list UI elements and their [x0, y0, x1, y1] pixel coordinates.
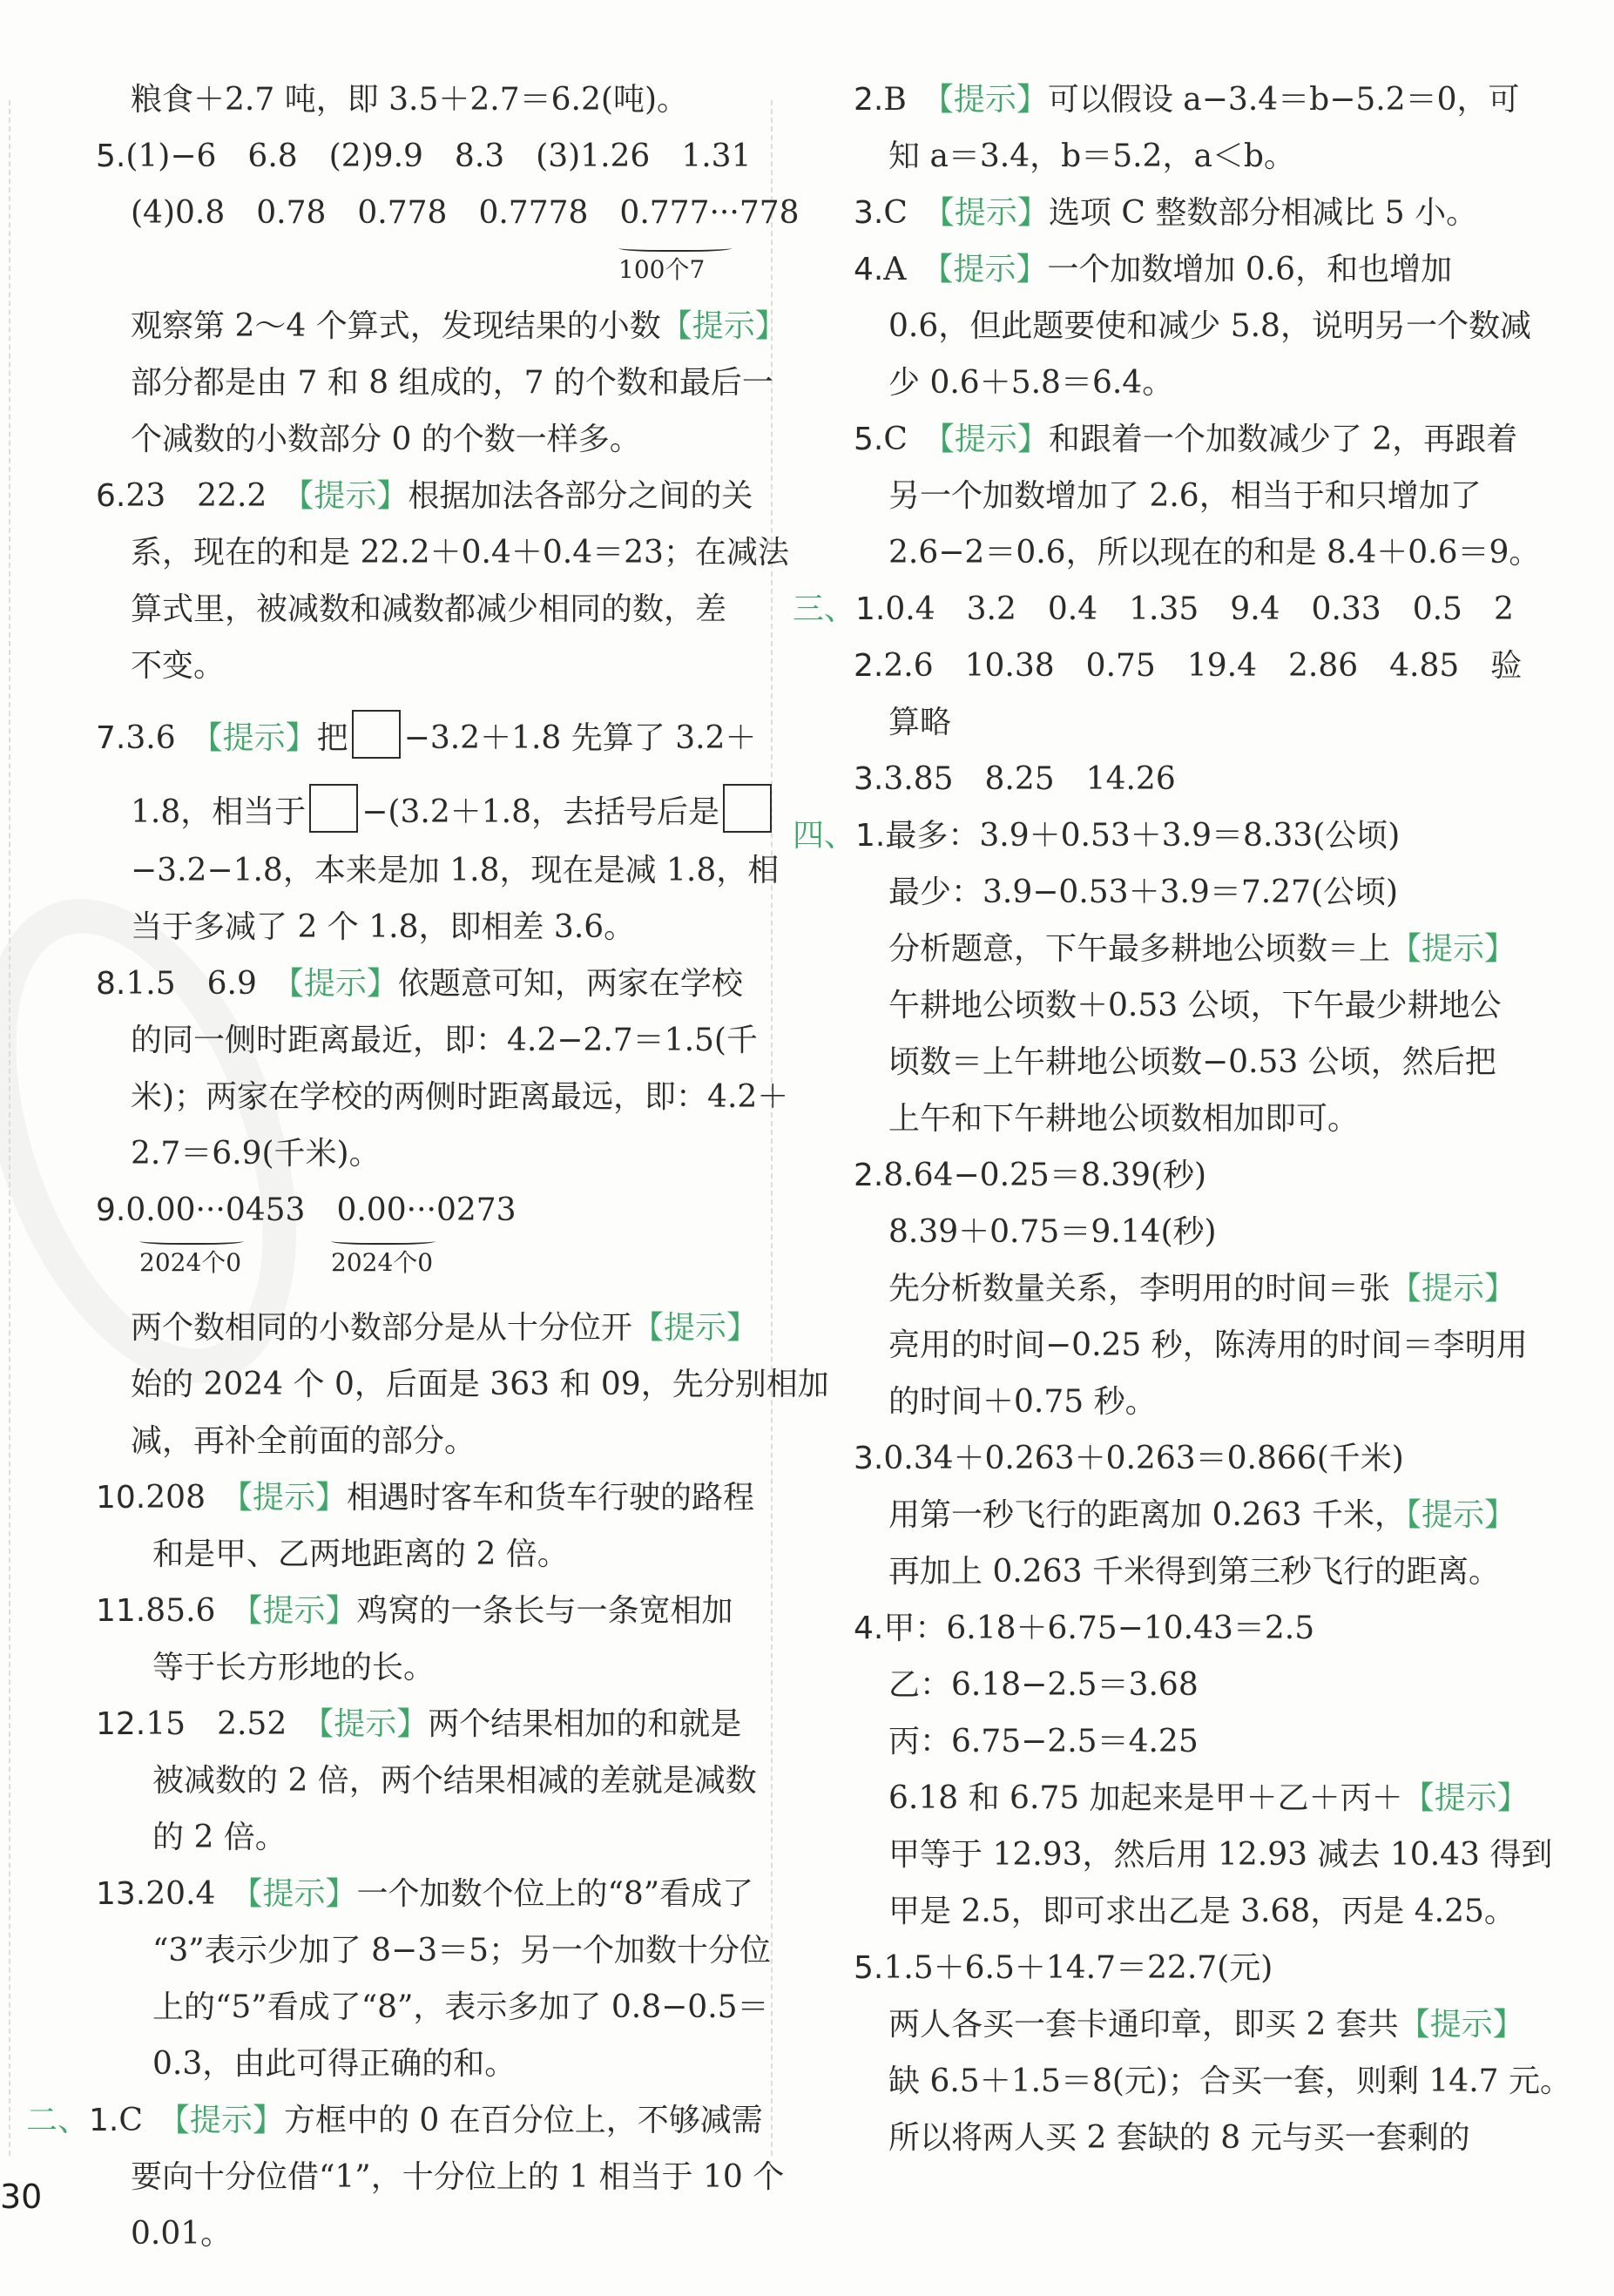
answer-line — [854, 192, 1477, 244]
answer-text: C — [883, 422, 939, 457]
answer-line — [888, 2003, 1524, 2056]
answer-text: 0.3，由此可得正确的和。 — [152, 2046, 517, 2082]
answer-text: 0.00···0453 0.00···0273 — [125, 1192, 517, 1228]
answer-line — [96, 962, 743, 1015]
answer-text: 0.6，但此题要使和减少 5.8，说明另一个数减 — [888, 308, 1531, 344]
answer-text: 观察第 2～4 个算式，发现结果的小数 — [131, 308, 661, 344]
left-margin-rule — [9, 100, 10, 2156]
answer-text: 始的 2024 个 0，后面是 363 和 09，先分别相加 — [131, 1367, 829, 1402]
answer-line — [854, 758, 1176, 810]
hint-label: 【提示】 — [1390, 931, 1516, 967]
brace-arc — [618, 243, 732, 252]
answer-text: 最多：3.9＋0.53＋3.9＝8.33(公顷) — [885, 818, 1401, 854]
answer-text: 0.01。 — [131, 2216, 233, 2252]
answer-line — [888, 1381, 1157, 1433]
answer-text: 1.5 6.9 — [125, 966, 288, 1002]
answer-line — [888, 701, 951, 753]
answer-line — [96, 135, 751, 187]
hint-text: 方框中的 0 在百分位上，不够减需 — [283, 2103, 763, 2138]
answer-text: 用第一秒飞行的距离加 0.263 千米， — [888, 1497, 1406, 1533]
answer-line — [131, 1420, 476, 1472]
answer-line — [888, 1267, 1516, 1320]
brace-text: 100个7 — [618, 255, 706, 284]
item-number: 3. — [854, 1441, 884, 1476]
answer-line — [854, 78, 1520, 131]
item-number: 8. — [96, 966, 126, 1002]
section-marker: 二、 — [26, 2103, 90, 2138]
answer-line — [131, 1132, 381, 1185]
hint-label: 【提示】 — [236, 1480, 347, 1516]
answer-line — [152, 1646, 435, 1698]
answer-line — [888, 1833, 1552, 1886]
answer-line — [131, 418, 641, 470]
answer-text: 算略 — [888, 705, 952, 740]
answer-text: 2.6−2＝0.6，所以现在的和是 8.4＋0.6＝9。 — [888, 535, 1541, 571]
answer-line — [131, 849, 779, 902]
answer-line — [888, 1324, 1528, 1376]
item-number: 5. — [96, 138, 126, 174]
answer-text: 减，再补全前面的部分。 — [131, 1423, 476, 1459]
answer-text: −3.2＋1.8 先算了 3.2＋ — [403, 720, 757, 756]
answer-line — [131, 1307, 758, 1359]
answer-text: 85.6 — [145, 1593, 247, 1629]
hint-text: 鸡窝的一条长与一条宽相加 — [356, 1593, 733, 1629]
section-marker: 三、 — [793, 591, 856, 627]
answer-text: 个减数的小数部分 0 的个数一样多。 — [131, 422, 641, 457]
hint-label: 【提示】 — [1402, 1780, 1529, 1816]
answer-text: 208 — [145, 1480, 237, 1516]
answer-line — [854, 248, 1452, 301]
hint-label: 【提示】 — [1405, 1497, 1516, 1533]
answer-line — [131, 1363, 829, 1415]
answer-line — [854, 1154, 1206, 1206]
answer-text: 粮食＋2.7 吨，即 3.5＋2.7＝6.2(吨)。 — [131, 82, 688, 118]
answer-line — [152, 2043, 516, 2095]
hint-label: 【提示】 — [298, 478, 409, 514]
answer-line — [888, 1890, 1516, 1942]
hint-label: 【提示】 — [246, 1876, 357, 1912]
answer-line — [96, 1873, 753, 1925]
answer-line — [854, 1437, 1404, 1489]
answer-line — [888, 1720, 1199, 1773]
answer-line — [888, 1777, 1529, 1829]
answer-text: 系，现在的和是 22.2＋0.4＋0.4＝23；在减法 — [131, 535, 789, 571]
answer-line — [888, 2060, 1571, 2112]
answer-text: 分析题意，下午最多耕地公顷数＝上 — [888, 931, 1391, 967]
answer-line — [96, 475, 753, 527]
blank-box — [723, 784, 772, 833]
underbrace-label — [331, 1224, 436, 1276]
brace-arc — [139, 1236, 244, 1245]
answer-text: 被减数的 2 倍，两个结果相减的差就是减数 — [152, 1763, 757, 1799]
item-number: 5. — [854, 1950, 884, 1986]
answer-line — [793, 588, 1514, 640]
item-number: 1. — [855, 818, 886, 854]
answer-text: 缺 6.5＋1.5＝8(元)；合买一套，则剩 14.7 元。 — [888, 2063, 1571, 2099]
answer-line — [131, 1076, 788, 1128]
answer-line — [131, 784, 775, 836]
answer-text: 最少：3.9−0.53＋3.9＝7.27(公顷) — [888, 875, 1399, 910]
hint-text: 一个加数个位上的“8”看成了 — [356, 1876, 754, 1912]
answer-text: 上的“5”看成了“8”，表示多加了 0.8−0.5＝ — [152, 1989, 769, 2025]
answer-line — [152, 1986, 769, 2038]
hint-label: 【提示】 — [938, 195, 1049, 231]
answer-line — [888, 135, 1295, 187]
answer-text: 算式里，被减数和减数都减少相同的数，差 — [131, 591, 727, 627]
item-number: 6. — [96, 478, 126, 514]
page-number: 30 — [0, 2178, 43, 2216]
item-number: 4. — [854, 1611, 884, 1646]
answer-line — [888, 475, 1482, 527]
answer-text: C — [118, 2103, 174, 2138]
answer-text: 8.39＋0.75＝9.14(秒) — [888, 1214, 1217, 1250]
hint-label: 【提示】 — [318, 1706, 429, 1742]
item-number: 1. — [89, 2103, 119, 2138]
answer-line — [131, 1019, 758, 1071]
answer-text: 要向十分位借“1”，十分位上的 1 相当于 10 个 — [131, 2159, 785, 2195]
answer-text: 2.7＝6.9(千米)。 — [131, 1136, 381, 1172]
item-number: 13. — [96, 1876, 146, 1912]
hint-label: 【提示】 — [660, 308, 787, 344]
answer-line — [131, 2156, 784, 2208]
underbrace-label — [139, 1224, 244, 1276]
answer-text: 2.6 10.38 0.75 19.4 2.86 4.85 验 — [883, 648, 1523, 684]
answer-line — [888, 1097, 1359, 1150]
item-number: 11. — [96, 1593, 146, 1629]
answer-text: 的 2 倍。 — [152, 1820, 287, 1855]
answer-text: 另一个加数增加了 2.6，相当于和只增加了 — [888, 478, 1482, 514]
brace-text: 2024个0 — [139, 1248, 242, 1277]
brace-text: 2024个0 — [331, 1248, 434, 1277]
answer-text: C — [883, 195, 939, 231]
item-number: 9. — [96, 1192, 126, 1228]
answer-text: 15 2.52 — [145, 1706, 319, 1742]
brace-arc — [331, 1236, 436, 1245]
answer-line — [131, 588, 726, 640]
answer-text: 等于长方形地的长。 — [152, 1650, 436, 1685]
underbrace-label — [618, 231, 732, 283]
item-number: 3. — [854, 761, 884, 797]
answer-text: 少 0.6＋5.8＝6.4。 — [888, 365, 1174, 401]
answer-text: 8.64−0.25＝8.39(秒) — [883, 1158, 1207, 1193]
answer-text: 甲是 2.5，即可求出乙是 3.68，丙是 4.25。 — [888, 1894, 1516, 1929]
answer-text: 当于多减了 2 个 1.8，即相差 3.6。 — [131, 909, 636, 945]
answer-line — [888, 305, 1531, 357]
answer-text: 再加上 0.263 千米得到第三秒飞行的距离。 — [888, 1554, 1500, 1590]
answer-line — [131, 2212, 232, 2265]
answer-text: 不变。 — [131, 648, 226, 684]
hint-label: 【提示】 — [937, 252, 1048, 287]
answer-line — [888, 1550, 1500, 1603]
answer-line — [888, 928, 1516, 980]
item-number: 1. — [855, 591, 886, 627]
hint-text: 一个加数增加 0.6，和也增加 — [1047, 252, 1453, 287]
answer-line — [131, 78, 688, 131]
answer-text: 乙：6.18−2.5＝3.68 — [888, 1667, 1199, 1703]
answer-line — [152, 1759, 757, 1812]
hint-text: 和跟着一个加数减少了 2，再跟着 — [1048, 422, 1518, 457]
answer-line — [131, 305, 787, 357]
hint-text: 把 — [316, 720, 348, 756]
answer-text: 两人各买一套卡通印章，即买 2 套共 — [888, 2007, 1399, 2043]
answer-text: 上午和下午耕地公顷数相加即可。 — [888, 1101, 1360, 1137]
answer-line — [131, 645, 225, 697]
answer-text: 6.18 和 6.75 加起来是甲＋乙＋丙＋ — [888, 1780, 1403, 1816]
answer-text: 20.4 — [145, 1876, 247, 1912]
hint-text: 两个结果相加的和就是 — [428, 1706, 742, 1742]
item-number: 5. — [854, 422, 884, 457]
answer-text: B — [883, 82, 938, 118]
item-number: 2. — [854, 82, 884, 118]
answer-text: 部分都是由 7 和 8 组成的，7 的个数和最后一 — [131, 365, 773, 401]
answer-text: 午耕地公顷数＋0.53 公顷，下午最少耕地公 — [888, 988, 1502, 1023]
answer-text: 1.5＋6.5＋14.7＝22.7(元) — [883, 1950, 1273, 1986]
answer-text: −(3.2＋1.8，去括号后是 — [361, 794, 719, 830]
answer-line — [888, 1041, 1496, 1093]
answer-text: 的同一侧时距离最近，即：4.2−2.7＝1.5(千 — [131, 1023, 758, 1058]
answer-line — [888, 1211, 1217, 1263]
answer-line — [888, 1664, 1199, 1716]
answer-line — [152, 1533, 569, 1585]
hint-text: 根据加法各部分之间的关 — [408, 478, 753, 514]
item-number: 12. — [96, 1706, 146, 1742]
answer-text: 丙：6.75−2.5＝4.25 — [888, 1724, 1199, 1759]
answer-line — [131, 361, 773, 414]
hint-text: 可以假设 a−3.4＝b−5.2＝0，可 — [1047, 82, 1520, 118]
answer-line — [888, 871, 1398, 923]
answer-text: 亮用的时间−0.25 秒，陈涛用的时间＝李明用 — [888, 1327, 1528, 1363]
answer-text: 甲：6.18＋6.75−10.43＝2.5 — [883, 1611, 1315, 1646]
answer-text: 顷数＝上午耕地公顷数−0.53 公顷，然后把 — [888, 1044, 1496, 1080]
answer-text: 知 a＝3.4，b＝5.2，a＜b。 — [888, 138, 1295, 174]
answer-line — [888, 2117, 1470, 2169]
hint-text: 相遇时客车和货车行驶的路程 — [347, 1480, 755, 1516]
answer-line — [854, 418, 1517, 470]
answer-text: 3.6 — [125, 720, 207, 756]
hint-label: 【提示】 — [246, 1593, 357, 1629]
answer-line — [888, 1494, 1516, 1546]
hint-label: 【提示】 — [173, 2103, 284, 2138]
answer-line — [888, 984, 1502, 1037]
answer-line — [131, 531, 789, 584]
answer-line — [26, 2099, 763, 2151]
hint-label: 【提示】 — [632, 1310, 759, 1346]
answer-line — [793, 814, 1400, 867]
answer-line — [96, 1590, 733, 1642]
answer-line — [96, 710, 756, 762]
item-number: 7. — [96, 720, 126, 756]
answer-text: 所以将两人买 2 套缺的 8 元与买一套剩的 — [888, 2120, 1470, 2156]
section-marker: 四、 — [793, 818, 856, 854]
item-number: 10. — [96, 1480, 146, 1516]
answer-text: 的时间＋0.75 秒。 — [888, 1384, 1157, 1420]
hint-label: 【提示】 — [1390, 1271, 1516, 1307]
blank-box — [309, 784, 358, 833]
item-number: 2. — [854, 1158, 884, 1193]
answer-text: 先分析数量关系，李明用的时间＝张 — [888, 1271, 1391, 1307]
answer-text: (1)−6 6.8 (2)9.9 8.3 (3)1.26 1.31 — [125, 138, 752, 174]
answer-line — [96, 1476, 754, 1529]
answer-text: 0.4 3.2 0.4 1.35 9.4 0.33 0.5 2 — [885, 591, 1514, 627]
item-number: 4. — [854, 252, 884, 287]
hint-label: 【提示】 — [1398, 2007, 1524, 2043]
answer-line — [854, 1607, 1314, 1659]
answer-text: 甲等于 12.93，然后用 12.93 减去 10.43 得到 — [888, 1837, 1553, 1873]
hint-text: 依题意可知，两家在学校 — [397, 966, 743, 1002]
answer-text: −3.2−1.8，本来是加 1.8，现在是减 1.8，相 — [131, 853, 780, 888]
answer-line — [131, 906, 635, 958]
answer-text: 和是甲、乙两地距离的 2 倍。 — [152, 1536, 569, 1572]
answer-text: 3.85 8.25 14.26 — [883, 761, 1176, 797]
item-number: 3. — [854, 195, 884, 231]
answer-text: A — [883, 252, 938, 287]
hint-label: 【提示】 — [937, 82, 1048, 118]
answer-text: 米)；两家在学校的两侧时距离最远，即：4.2＋ — [131, 1079, 789, 1115]
blank-box — [352, 710, 401, 759]
answer-text: 1.8，相当于 — [131, 794, 307, 830]
answer-line — [96, 1703, 741, 1755]
answer-line — [888, 531, 1540, 584]
answer-text: 23 22.2 — [125, 478, 299, 514]
answer-line — [854, 1947, 1273, 1999]
answer-text: (4)0.8 0.78 0.778 0.7778 0.777···778 — [131, 195, 800, 231]
answer-line — [152, 1929, 771, 1982]
hint-label: 【提示】 — [287, 966, 398, 1002]
answer-text: “3”表示少加了 8−3＝5；另一个加数十分位 — [152, 1933, 772, 1968]
answer-line — [888, 361, 1173, 414]
answer-text: 两个数相同的小数部分是从十分位开 — [131, 1310, 633, 1346]
hint-label: 【提示】 — [206, 720, 317, 756]
item-number: 2. — [854, 648, 884, 684]
answer-line — [854, 645, 1522, 697]
answer-text: 0.34＋0.263＋0.263＝0.866(千米) — [883, 1441, 1404, 1476]
hint-text: 选项 C 整数部分相减比 5 小。 — [1048, 195, 1478, 231]
answer-line — [152, 1816, 287, 1868]
hint-label: 【提示】 — [938, 422, 1049, 457]
